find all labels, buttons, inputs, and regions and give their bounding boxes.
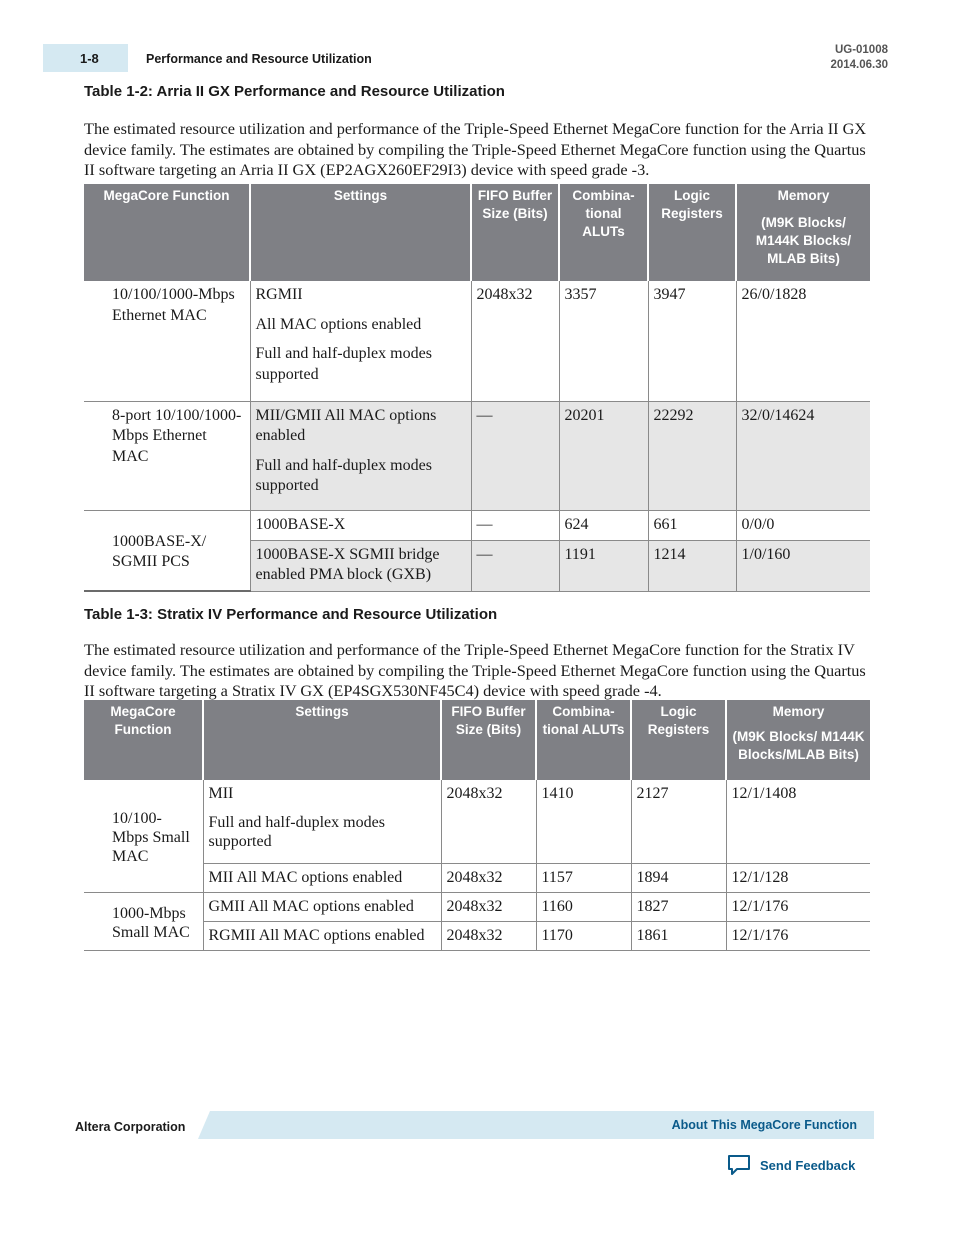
fifo-cell: — [471, 401, 559, 510]
registers-cell: 1827 [631, 892, 726, 921]
memory-header-units: (M9K Blocks/ M144K Blocks/MLAB Bits) [732, 729, 865, 762]
memory-cell: 12/1/1408 [726, 780, 870, 863]
document-date: 2014.06.30 [830, 59, 888, 71]
memory-cell: 12/1/176 [726, 892, 870, 921]
registers-cell: 1214 [648, 540, 736, 591]
settings-cell: 1000BASE-X SGMII bridge enabled PMA block (GXB) [250, 540, 471, 591]
footer-band-slant [198, 1111, 210, 1139]
memory-header-units: (M9K Blocks/ M144K Blocks/ MLAB Bits) [755, 215, 852, 266]
fifo-cell: 2048x32 [471, 281, 559, 401]
setting-line: RGMII [255, 286, 303, 303]
table-1-2-intro: The estimated resource utilization and performance of the Triple-Speed Ethernet MegaCore function for the Arria II GX device family. The estimates are obtained by compiling the Triple-Speed Ethernet MegaCore function using the Quartus II software targeting an Arria II GX (EP2AGX260EF29I3) device with speed grade -3. [84, 119, 867, 179]
function-cell: 10/100-Mbps Small MAC [84, 780, 203, 892]
col-header-function: MegaCore Function [84, 700, 203, 780]
settings-cell [203, 780, 441, 863]
table-header-row [84, 700, 870, 780]
settings-cell [250, 401, 471, 510]
function-cell: 10/100/1000-Mbps Ethernet MAC [84, 281, 250, 401]
col-header-aluts: Combina-tional ALUTs [559, 184, 648, 281]
memory-header-label: Memory [772, 704, 825, 719]
setting-line: MII/GMII All MAC options enabled [255, 406, 437, 444]
table-row [84, 780, 870, 863]
memory-cell: 0/0/0 [736, 510, 870, 540]
aluts-cell: 20201 [559, 401, 648, 510]
setting-line: Full and half-duplex modes supported [255, 456, 432, 494]
table-row [84, 892, 870, 921]
memory-cell: 32/0/14624 [736, 401, 870, 510]
table-header-row [84, 184, 870, 281]
col-header-settings: Settings [203, 700, 441, 780]
fifo-cell: 2048x32 [441, 892, 536, 921]
settings-cell [250, 281, 471, 401]
settings-cell: RGMII All MAC options enabled [203, 921, 441, 950]
speech-bubble-icon [727, 1154, 751, 1176]
aluts-cell: 1157 [536, 863, 631, 892]
setting-line: MII [208, 785, 234, 802]
table-row [84, 281, 870, 401]
col-header-aluts: Combina-tional ALUTs [536, 700, 631, 780]
aluts-cell: 624 [559, 510, 648, 540]
memory-cell: 12/1/176 [726, 921, 870, 950]
table-arria-ii-gx [84, 184, 870, 592]
page-number: 1-8 [80, 51, 99, 66]
table-row [84, 510, 870, 540]
setting-line: Full and half-duplex modes supported [255, 345, 432, 383]
memory-header-label: Memory [777, 188, 830, 203]
section-link[interactable]: About This MegaCore Function [671, 1118, 857, 1132]
settings-cell: MII All MAC options enabled [203, 863, 441, 892]
registers-cell: 1894 [631, 863, 726, 892]
col-header-memory [736, 184, 870, 281]
registers-cell: 1861 [631, 921, 726, 950]
function-cell: 1000BASE-X/ SGMII PCS [84, 510, 250, 591]
memory-cell: 1/0/160 [736, 540, 870, 591]
send-feedback-link[interactable] [727, 1154, 855, 1176]
aluts-cell: 1170 [536, 921, 631, 950]
col-header-memory [726, 700, 870, 780]
col-header-registers: Logic Registers [648, 184, 736, 281]
fifo-cell: — [471, 510, 559, 540]
send-feedback-label: Send Feedback [760, 1157, 856, 1173]
table-row [84, 401, 870, 510]
running-title: Performance and Resource Utilization [146, 52, 372, 66]
table-1-2-title: Table 1-2: Arria II GX Performance and Resource Utilization [84, 83, 505, 100]
col-header-fifo: FIFO Buffer Size (Bits) [471, 184, 559, 281]
col-header-function: MegaCore Function [84, 184, 250, 281]
aluts-cell: 1410 [536, 780, 631, 863]
settings-cell: GMII All MAC options enabled [203, 892, 441, 921]
setting-line: All MAC options enabled [255, 315, 422, 333]
fifo-cell: 2048x32 [441, 863, 536, 892]
fifo-cell: 2048x32 [441, 921, 536, 950]
table-1-3-title: Table 1-3: Stratix IV Performance and Resource Utilization [84, 606, 498, 623]
function-cell: 8-port 10/100/1000-Mbps Ethernet MAC [84, 401, 250, 510]
fifo-cell: — [471, 540, 559, 591]
function-cell: 1000-Mbps Small MAC [84, 892, 203, 950]
registers-cell: 661 [648, 510, 736, 540]
aluts-cell: 1191 [559, 540, 648, 591]
aluts-cell: 3357 [559, 281, 648, 401]
registers-cell: 3947 [648, 281, 736, 401]
table-stratix-iv [84, 700, 870, 951]
setting-line: Full and half-duplex modes supported [208, 814, 385, 850]
fifo-cell: 2048x32 [441, 780, 536, 863]
table-1-3-intro: The estimated resource utilization and performance of the Triple-Speed Ethernet MegaCore function for the Stratix IV device family. The estimates are obtained by compiling the Triple-Speed Ethernet MegaCore function using the Quartus II software targeting a Stratix IV GX (EP4SGX530NF45C4) device with speed grade -4. [84, 640, 866, 700]
footer-corporation: Altera Corporation [75, 1120, 186, 1134]
registers-cell: 2127 [631, 780, 726, 863]
settings-cell: 1000BASE-X [250, 510, 471, 540]
document-number: UG-01008 [834, 44, 888, 56]
document-id [830, 43, 888, 73]
memory-cell: 26/0/1828 [736, 281, 870, 401]
memory-cell: 12/1/128 [726, 863, 870, 892]
col-header-fifo: FIFO Buffer Size (Bits) [441, 700, 536, 780]
registers-cell: 22292 [648, 401, 736, 510]
col-header-registers: Logic Registers [631, 700, 726, 780]
col-header-settings: Settings [250, 184, 471, 281]
aluts-cell: 1160 [536, 892, 631, 921]
